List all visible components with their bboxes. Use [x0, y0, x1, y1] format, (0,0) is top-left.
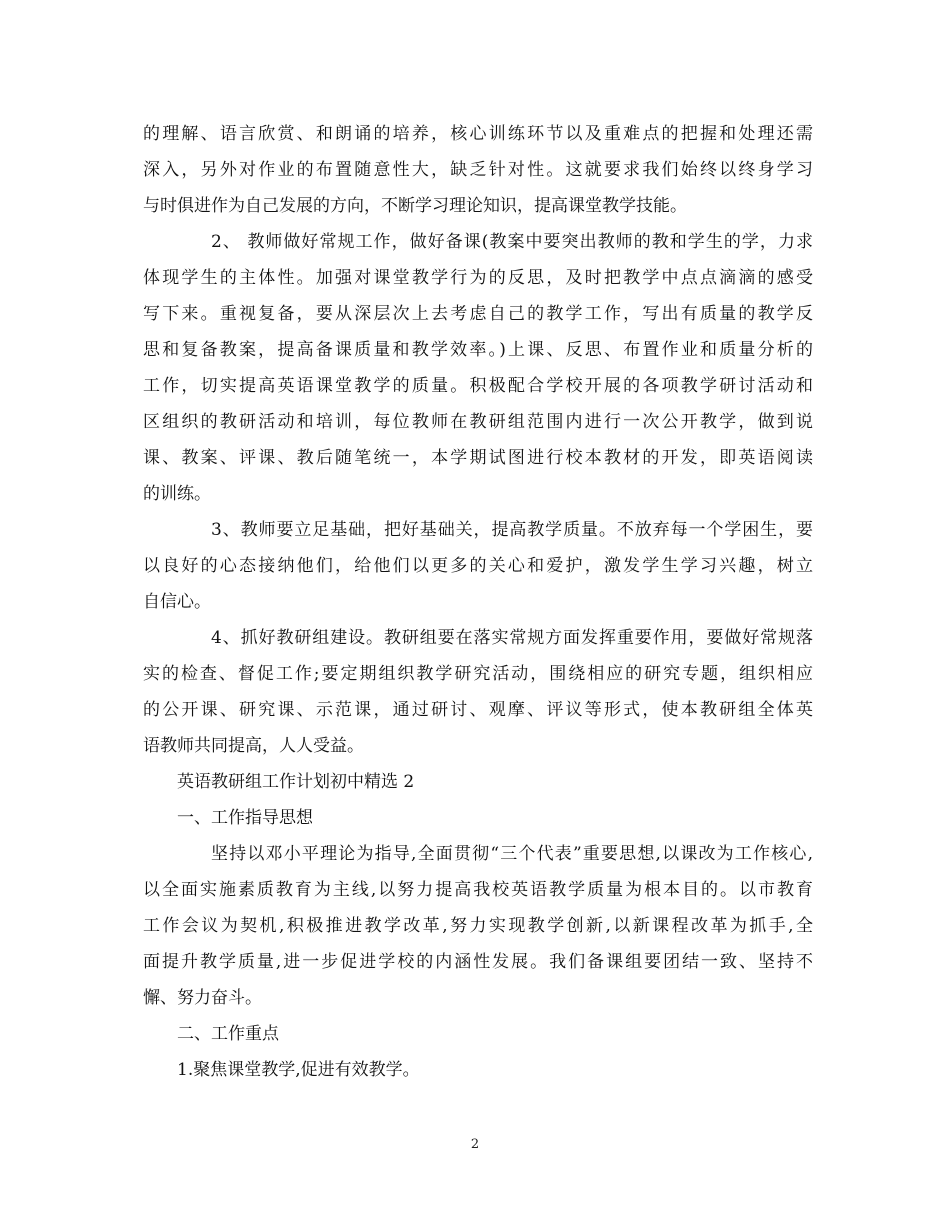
section-heading-guiding-thought: 一、工作指导思想	[177, 808, 313, 828]
text-line: 自信心。	[143, 592, 211, 612]
text-line: 懈、努力奋斗。	[143, 988, 262, 1008]
text-line: 体现学生的主体性。加强对课堂教学行为的反思，及时把教学中点点滴滴的感受	[143, 268, 813, 288]
text-line: 的理解、语言欣赏、和朗诵的培养，核心训练环节以及重难点的把握和处理还需	[143, 124, 813, 144]
text-line: 以良好的心态接纳他们，给他们以更多的关心和爱护，激发学生学习兴趣，树立	[143, 556, 813, 576]
text-line: 以全面实施素质教育为主线,以努力提高我校英语教学质量为根本目的。以市教育	[143, 880, 813, 900]
text-line: 4、抓好教研组建设。教研组要在落实常规方面发挥重要作用，要做好常规落	[211, 628, 813, 648]
text-line: 3、教师要立足基础，把好基础关，提高教学质量。不放弃每一个学困生，要	[211, 520, 813, 540]
text-line: 课、教案、评课、教后随笔统一，本学期试图进行校本教材的开发，即英语阅读	[143, 448, 813, 468]
subsection-heading-classroom: 1.聚焦课堂教学,促进有效教学。	[177, 1060, 420, 1080]
paragraph-guiding-thought	[143, 836, 813, 1016]
paragraph-item-2	[143, 224, 813, 512]
text-line: 与时俱进作为自己发展的方向，不断学习理论知识，提高课堂教学技能。	[143, 196, 687, 216]
text-line: 的公开课、研究课、示范课，通过研讨、观摩、评议等形式，使本教研组全体英	[143, 700, 813, 720]
paragraph-continued	[143, 116, 813, 224]
section-heading-work-focus: 二、工作重点	[177, 1024, 279, 1044]
text-line: 工作会议为契机,积极推进教学改革,努力实现教学创新,以新课程改革为抓手,全	[143, 916, 813, 936]
document-body	[143, 116, 813, 1088]
text-line: 2、 教师做好常规工作，做好备课(教案中要突出教师的教和学生的学，力求	[211, 232, 813, 252]
text-line: 的训练。	[143, 484, 211, 504]
paragraph-item-3	[143, 512, 813, 620]
text-line: 思和复备教案，提高备课质量和教学效率。)上课、反思、布置作业和质量分析的	[143, 340, 813, 360]
section-title: 英语教研组工作计划初中精选 2	[177, 772, 415, 792]
text-line: 语教师共同提高，人人受益。	[143, 736, 364, 756]
text-line: 工作，切实提高英语课堂教学的质量。积极配合学校开展的各项教学研讨活动和	[143, 376, 813, 396]
page-number: 2	[470, 1137, 480, 1152]
paragraph-item-4	[143, 620, 813, 764]
text-line: 写下来。重视复备，要从深层次上去考虑自己的教学工作，写出有质量的教学反	[143, 304, 813, 324]
text-line: 坚持以邓小平理论为指导,全面贯彻“三个代表”重要思想,以课改为工作核心,	[211, 844, 813, 864]
text-line: 面提升教学质量,进一步促进学校的内涵性发展。我们备课组要团结一致、坚持不	[143, 952, 813, 972]
text-line: 实的检查、督促工作;要定期组织教学研究活动，围绕相应的研究专题，组织相应	[143, 664, 813, 684]
text-line: 区组织的教研活动和培训，每位教师在教研组范围内进行一次公开教学，做到说	[143, 412, 813, 432]
text-line: 深入，另外对作业的布置随意性大，缺乏针对性。这就要求我们始终以终身学习	[143, 160, 813, 180]
